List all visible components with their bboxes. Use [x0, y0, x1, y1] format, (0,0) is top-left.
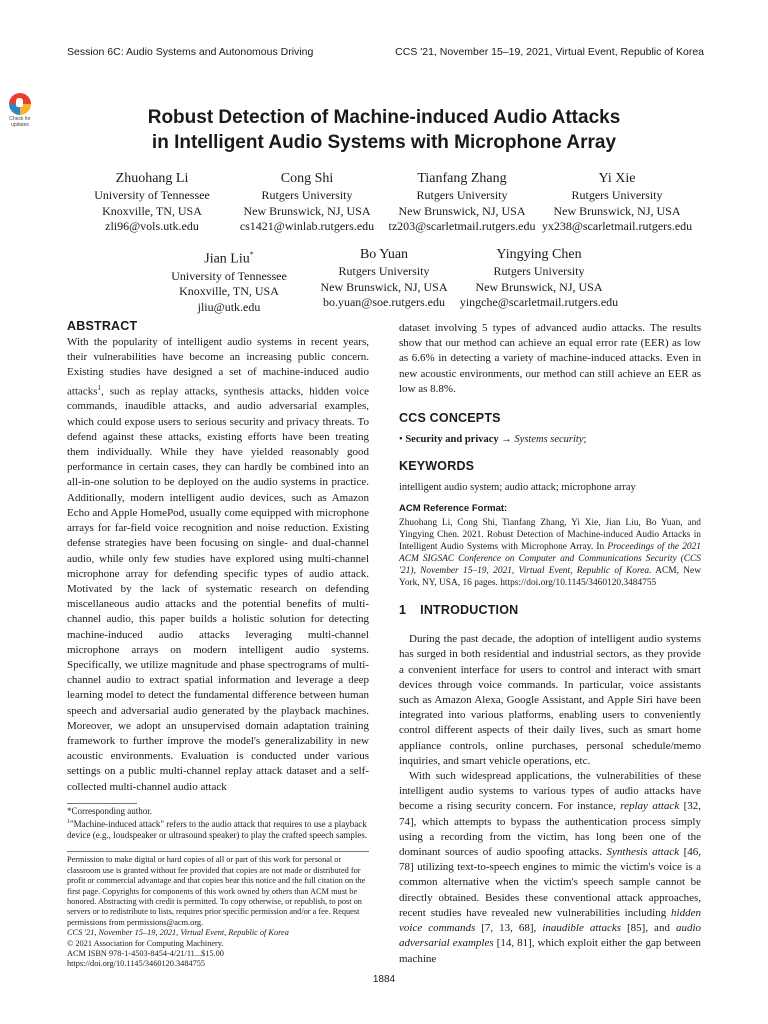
author-email: cs1421@winlab.rutgers.edu: [239, 219, 375, 233]
author-name: Cong Shi: [280, 171, 334, 186]
author-block: [454, 246, 624, 311]
author-affiliation: Rutgers University: [571, 188, 663, 202]
keywords-text: intelligent audio system; audio attack; microphone array: [399, 481, 636, 493]
permission-doi[interactable]: https://doi.org/10.1145/3460120.3484755: [67, 959, 206, 969]
title-line-2: in Intelligent Audio Systems with Microphone Array: [151, 132, 617, 153]
acm-reference-text: Zhuohang Li, Cong Shi, Tianfang Zhang, Yi Xie, Jian Liu, Bo Yuan, and Yingying Chen. 2021. Robust Detection of Machine-induced Audio Attacks in Intelligent Audio Systems with Microphone Array. In Proceedings of the 2021 ACM SIGSAC Conference on Computer and Communications Security (CCS '21), November 15–19, 2021, Virtual Event, Republic of Korea. ACM, New York, NY, USA, 16 pages. https://doi.org/10.1145/3460120.3484755: [399, 518, 701, 589]
author-name: Yingying Chen: [496, 247, 582, 262]
right-column: [399, 321, 701, 967]
abstract-continued: dataset involving 5 types of advanced audio attacks. The results show that our method can achieve an equal error rate (EER) as low as 6.6% in detecting a variety of machine-induced attacks. Even in new acoustic environments, our method can still achieve an EER as low as 8.8%.: [399, 322, 701, 395]
author-email: bo.yuan@soe.rutgers.edu: [322, 295, 446, 309]
author-email: yx238@scarletmail.rutgers.edu: [541, 219, 693, 233]
ccs-concepts-heading: CCS CONCEPTS: [399, 411, 501, 426]
abstract-text: With the popularity of intelligent audio systems in recent years, their vulnerabilities have become an increasing public concern. Existing studies have designed a set of machine-induced audio attacks$^1$, such as replay attacks, synthesis attacks, hidden voice commands, inaudible attacks, and audio adversarial examples, which could expose users to serious security and privacy threats. To defend against these attacks, existing efforts have been treating them individually. While they have yielded reasonably good performance in certain cases, they can hardly be combined into an all-in-one solution to be deployed on the audio systems in practice. Additionally, modern intelligent audio devices, such as Amazon Echo and Apple HomePod, usually come equipped with microphone arrays for far-field voice recognition and noise reduction. Existing defense strategies have been focusing on single- and dual-channel audio, while only few studies have explored using multi-channel microphone array for defending specific types of audio attack. Motivated by the lack of systematic research on defending miscellaneous audio attacks and the potential benefits of multi-channel audio, this paper builds a holistic solution for detecting machine-induced audio attacks leveraging multi-channel microphone arrays on modern intelligent audio systems. Specifically, we utilize magnitude and phase spectrograms of multi-channel audio to extract spatial information and leverage a deep learning model to detect the fundamental difference between human speech and adversarial audio generated by the playback machines. Moreover, we adopt an unsupervised domain adaptation training framework to further improve the model's generalizability in new acoustic environments. Evaluation is conducted under various settings on a public multi-channel replay attack dataset and a self-collected multi-channel audio attack: [67, 336, 369, 793]
left-column: [67, 335, 369, 970]
paper-title: [0, 105, 768, 155]
author-affiliation: University of Tennessee: [94, 188, 210, 202]
author-email: yingche@scarletmail.rutgers.edu: [459, 295, 619, 309]
author-block: [67, 170, 237, 235]
author-affiliation: Rutgers University: [261, 188, 353, 202]
author-affiliation: Rutgers University: [416, 188, 508, 202]
author-name: Zhuohang Li: [115, 171, 189, 186]
acm-reference-heading: ACM Reference Format:: [399, 502, 508, 514]
author-location: Knoxville, TN, USA: [179, 284, 279, 299]
author-email: jliu@utk.edu: [197, 299, 261, 314]
permission-block: [67, 855, 369, 969]
author-email: zli96@vols.utk.edu: [105, 219, 199, 233]
author-block: [222, 170, 392, 235]
intro-paragraph-2: With such widespread applications, the vulnerabilities of these intelligent audio systems to various types of audio attacks have become a rising security concern. For instance, replay attack [32, 74], which attempts to bypass the authentication process simply using a recording from the victim, has long been one of the dominant sources of audio spoofing attacks. Synthesis attack [46, 78] utilizing text-to-speech engines to mimic the victim's voice is a common alternative when the victim's speech sample cannot be directly obtained. Besides these conventional attack approaches, recent studies have revealed new vulnerabilities including hidden voice commands [7, 13, 68], inaudible attacks [85], and audio adversarial examples [14, 81], which exploit either the gap between machine: [399, 770, 701, 965]
author-location: Knoxville, TN, USA: [102, 203, 202, 218]
author-block: [144, 246, 314, 315]
keywords-heading: KEYWORDS: [399, 459, 475, 474]
permission-copyright: © 2021 Association for Computing Machinery.: [67, 938, 224, 948]
author-location: New Brunswick, NJ, USA: [398, 203, 526, 218]
footnote-1: $^1$"Machine-induced attack" refers to the audio attack that requires to use a playback device (e.g., loudspeaker or ultrasound speaker) to play the crafted speech samples.: [67, 818, 368, 841]
author-affiliation: University of Tennessee: [171, 268, 287, 283]
author-email: tz203@scarletmail.rutgers.edu: [388, 219, 536, 233]
ccs-concepts-text: • Security and privacy → Systems security;: [399, 434, 587, 446]
author-block: [299, 246, 469, 311]
permission-divider: [67, 851, 369, 852]
author-location: New Brunswick, NJ, USA: [475, 279, 603, 294]
author-block: [532, 170, 702, 235]
author-name: Yi Xie: [598, 171, 636, 186]
author-affiliation: Rutgers University: [338, 264, 430, 278]
author-name: Bo Yuan: [359, 247, 409, 262]
intro-paragraph-1: During the past decade, the adoption of intelligent audio systems has surged in both residential and industrial sectors, as they provide a convenient interface for users to control and interact with smart devices through voice commands. In particular, voice assistants such as Amazon Alexa, Google Assistant, and Apple Siri have been integrated into various platforms, enabling users to conveniently control different aspects of their daily lives, such as smart home appliance controls, online purchases, personal schedule/memo inquiries, and smart vehicle operations, etc.: [399, 633, 701, 767]
permission-isbn: ACM ISBN 978-1-4503-8454-4/21/11...$15.00: [67, 949, 224, 959]
footnote-ref: 1: [97, 383, 102, 392]
title-line-1: Robust Detection of Machine-induced Audio Attacks: [147, 107, 621, 128]
permission-text: Permission to make digital or hard copies of all or part of this work for personal or classroom use is granted without fee provided that copies are not made or distributed for profit or commercial advantage and that copies bear this notice and the full citation on the first page. Copyrights for components of this work owned by others than ACM must be honored. Abstracting with credit is permitted. To copy otherwise, or republish, to post on servers or to redistribute to lists, requires prior specific permission and/or a fee. Request permissions from permissions@acm.org.: [67, 855, 366, 927]
author-location: New Brunswick, NJ, USA: [320, 279, 448, 294]
author-name: Tianfang Zhang: [417, 171, 507, 186]
author-block: [377, 170, 547, 235]
author-location: New Brunswick, NJ, USA: [243, 203, 371, 218]
author-location: New Brunswick, NJ, USA: [553, 203, 681, 218]
permission-conference: CCS '21, November 15–19, 2021, Virtual Event, Republic of Korea: [67, 928, 289, 938]
page-number: 1884: [372, 974, 396, 985]
running-header-right: CCS '21, November 15–19, 2021, Virtual Event, Republic of Korea: [395, 46, 704, 58]
footnote-corresponding: *Corresponding author.: [67, 805, 152, 816]
author-name: Jian Liu*: [204, 250, 254, 267]
corresponding-mark: *: [249, 250, 254, 259]
badge-label: Check for updates: [9, 116, 31, 128]
running-header-left: Session 6C: Audio Systems and Autonomous Driving: [67, 46, 314, 58]
abstract-heading: ABSTRACT: [67, 319, 138, 333]
footnote-divider: [67, 803, 137, 804]
author-affiliation: Rutgers University: [493, 264, 585, 278]
introduction-heading: 1 INTRODUCTION: [399, 603, 519, 618]
